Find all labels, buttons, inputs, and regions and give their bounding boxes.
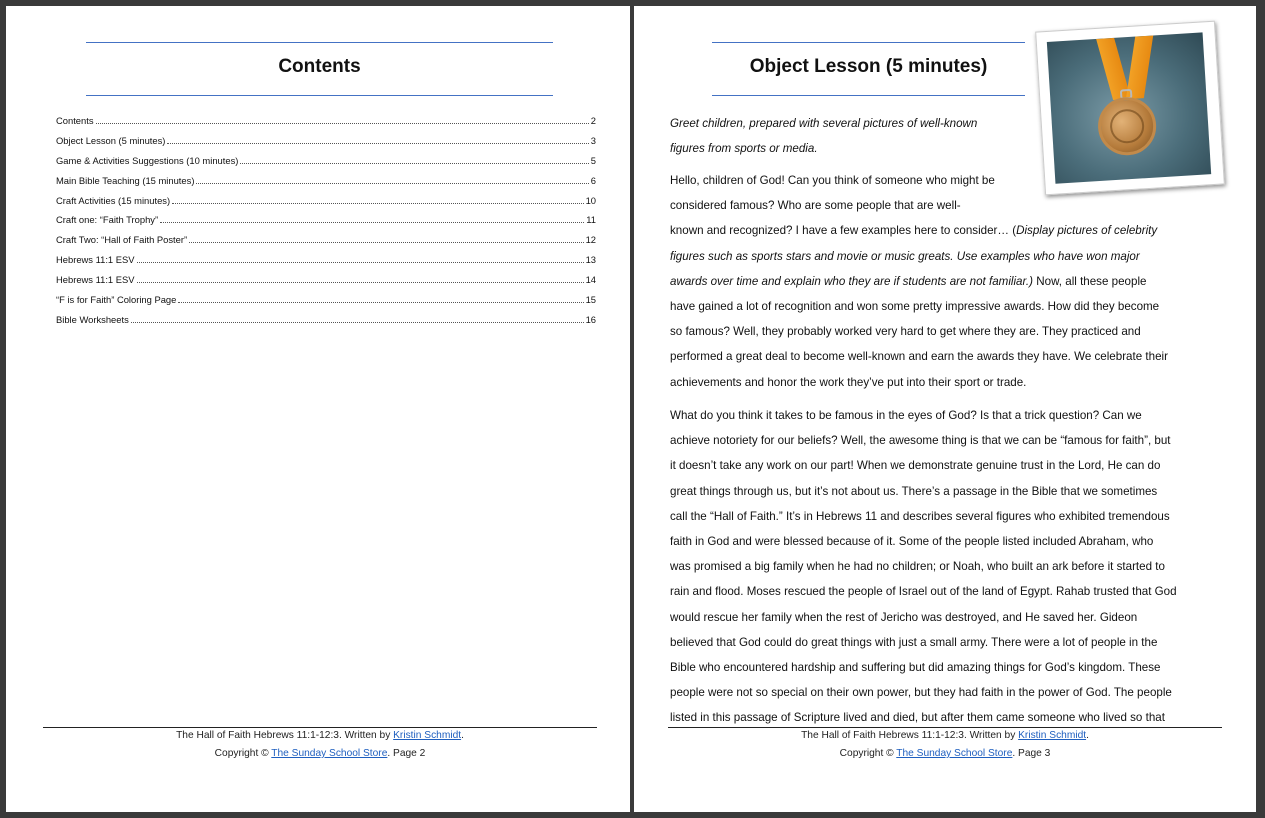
toc-entry-label: Hebrews 11:1 ESV bbox=[56, 274, 135, 286]
toc-entry-page: 5 bbox=[590, 154, 596, 166]
medal-icon bbox=[1096, 95, 1157, 156]
intro-paragraph: Greet children, prepared with several pictures of well-known figures from sports or media. bbox=[670, 117, 978, 156]
page-title: Object Lesson (5 minutes) bbox=[749, 56, 988, 77]
toc-leader-dots bbox=[178, 302, 583, 303]
toc-leader-dots bbox=[137, 262, 584, 263]
toc-leader-dots bbox=[172, 203, 583, 204]
toc-entry[interactable] bbox=[56, 195, 596, 215]
toc-entry-label: Contents bbox=[56, 115, 94, 126]
toc-entry-page: 15 bbox=[585, 294, 596, 306]
toc-entry-page: 6 bbox=[590, 174, 596, 186]
footer-rule bbox=[668, 727, 1222, 728]
toc-entry-page: 11 bbox=[586, 214, 596, 226]
toc-entry[interactable] bbox=[56, 294, 596, 314]
page-title: Contents bbox=[278, 56, 361, 77]
store-link[interactable]: The Sunday School Store bbox=[271, 748, 388, 759]
paragraph-2: Hello, children of God! Can you think of someone who might be considered famous? Who are some people that are well- known and recognized? I have a few examples here to consider… (Display pictures of celebrity figures such as sports stars and movie or music greats. Use examples who have won major awards over time and explain who they are if students are not familiar.) Now, all these people have gained a lot of recognition and won some pretty impressive awards. How did they become so famous? Well, they probably worked very hard to get where they are. They practiced and performed a great deal to become well-known and earn the awards they have. We celebrate their achievements and honor the work they’ve put into their sport or trade. bbox=[670, 174, 1168, 389]
toc-leader-dots bbox=[131, 322, 584, 323]
paragraph-3: What do you think it takes to be famous in the eyes of God? Is that a trick question? Can we achieve notoriety for our beliefs? Well, the awesome thing is that we can be “famous for faith”, but it doesn’t take any work on our part! When we demonstrate genuine trust in the Lord, He can do great things through us, but it’s not about us. There’s a passage in the Bible that we sometimes call the “Hall of Faith.” It’s in Hebrews 11 and describes several figures who exhibited tremendous faith in God and were blessed because of it. Some of the people listed included Abraham, who was promised a big family when he had no children; or Noah, who built an ark before it started to rain and flood. Moses rescued the people of Israel out of the land of Egypt. Rahab trusted that God would rescue her family when the rest of Jericho was destroyed, and He saved her. Gideon believed that God could do great things with just a small army. There were a lot of people in the Bible who encountered hardship and suffering but did amazing things for God’s kingdom. These people were not so special on their own power, but they had faith in the power of God. The people listed in this passage of Scripture lived and died, but after them came someone who lived so that bbox=[670, 409, 1177, 725]
page-number: . Page 2 bbox=[387, 748, 426, 759]
toc-entry-page: 12 bbox=[585, 234, 596, 246]
footer-line-2: Copyright © The Sunday School Store. Page 2 bbox=[214, 748, 426, 759]
author-link[interactable]: Kristin Schmidt bbox=[1018, 730, 1087, 741]
toc-entry-label: Game & Activities Suggestions (10 minutes) bbox=[56, 154, 239, 166]
page-2 bbox=[6, 6, 630, 812]
page-3 bbox=[634, 6, 1256, 812]
toc-entry-label: Craft Activities (15 minutes) bbox=[56, 194, 171, 206]
toc-entry-page: 3 bbox=[590, 134, 596, 146]
toc-entry[interactable] bbox=[56, 214, 596, 234]
toc-entry-label: Hebrews 11:1 ESV bbox=[56, 254, 135, 266]
page-number: . Page 3 bbox=[1012, 748, 1051, 759]
author-link[interactable]: Kristin Schmidt bbox=[393, 730, 462, 741]
title-rule-bottom bbox=[712, 95, 1025, 96]
toc-entry-label: Object Lesson (5 minutes) bbox=[56, 134, 166, 146]
store-link[interactable]: The Sunday School Store bbox=[896, 748, 1013, 759]
toc-leader-dots bbox=[167, 143, 588, 144]
toc-entry[interactable] bbox=[56, 115, 596, 135]
toc-entry[interactable] bbox=[56, 234, 596, 254]
footer-line-2: Copyright © The Sunday School Store. Page 3 bbox=[839, 748, 1051, 759]
toc-leader-dots bbox=[160, 222, 584, 223]
toc-entry[interactable] bbox=[56, 314, 596, 334]
toc-entry-label: Craft one: “Faith Trophy” bbox=[56, 214, 159, 226]
toc-entry[interactable] bbox=[56, 254, 596, 274]
toc-leader-dots bbox=[96, 123, 589, 124]
table-of-contents bbox=[56, 115, 596, 334]
toc-leader-dots bbox=[240, 163, 588, 164]
toc-entry-page: 16 bbox=[585, 313, 596, 325]
toc-entry[interactable] bbox=[56, 274, 596, 294]
footer-line-1: The Hall of Faith Hebrews 11:1-12:3. Written by Kristin Schmidt. bbox=[801, 730, 1089, 741]
toc-entry-label: “F is for Faith” Coloring Page bbox=[56, 294, 177, 306]
toc-entry[interactable] bbox=[56, 155, 596, 175]
toc-entry[interactable] bbox=[56, 175, 596, 195]
toc-entry-label: Bible Worksheets bbox=[56, 313, 129, 325]
toc-entry[interactable] bbox=[56, 135, 596, 155]
toc-entry-page: 14 bbox=[585, 274, 596, 286]
title-rule-top bbox=[86, 42, 553, 43]
footer-rule bbox=[43, 727, 597, 728]
toc-leader-dots bbox=[196, 183, 588, 184]
title-rule-bottom bbox=[86, 95, 553, 96]
toc-entry-page: 13 bbox=[585, 254, 596, 266]
toc-entry-label: Craft Two: “Hall of Faith Poster” bbox=[56, 234, 188, 246]
title-rule-top bbox=[712, 42, 1025, 43]
toc-leader-dots bbox=[137, 282, 584, 283]
toc-entry-page: 10 bbox=[585, 194, 596, 206]
toc-leader-dots bbox=[189, 242, 583, 243]
toc-entry-label: Main Bible Teaching (15 minutes) bbox=[56, 174, 195, 186]
medal-image bbox=[1047, 32, 1211, 183]
footer-line-1: The Hall of Faith Hebrews 11:1-12:3. Written by Kristin Schmidt. bbox=[176, 730, 464, 741]
toc-entry-page: 2 bbox=[590, 115, 596, 126]
